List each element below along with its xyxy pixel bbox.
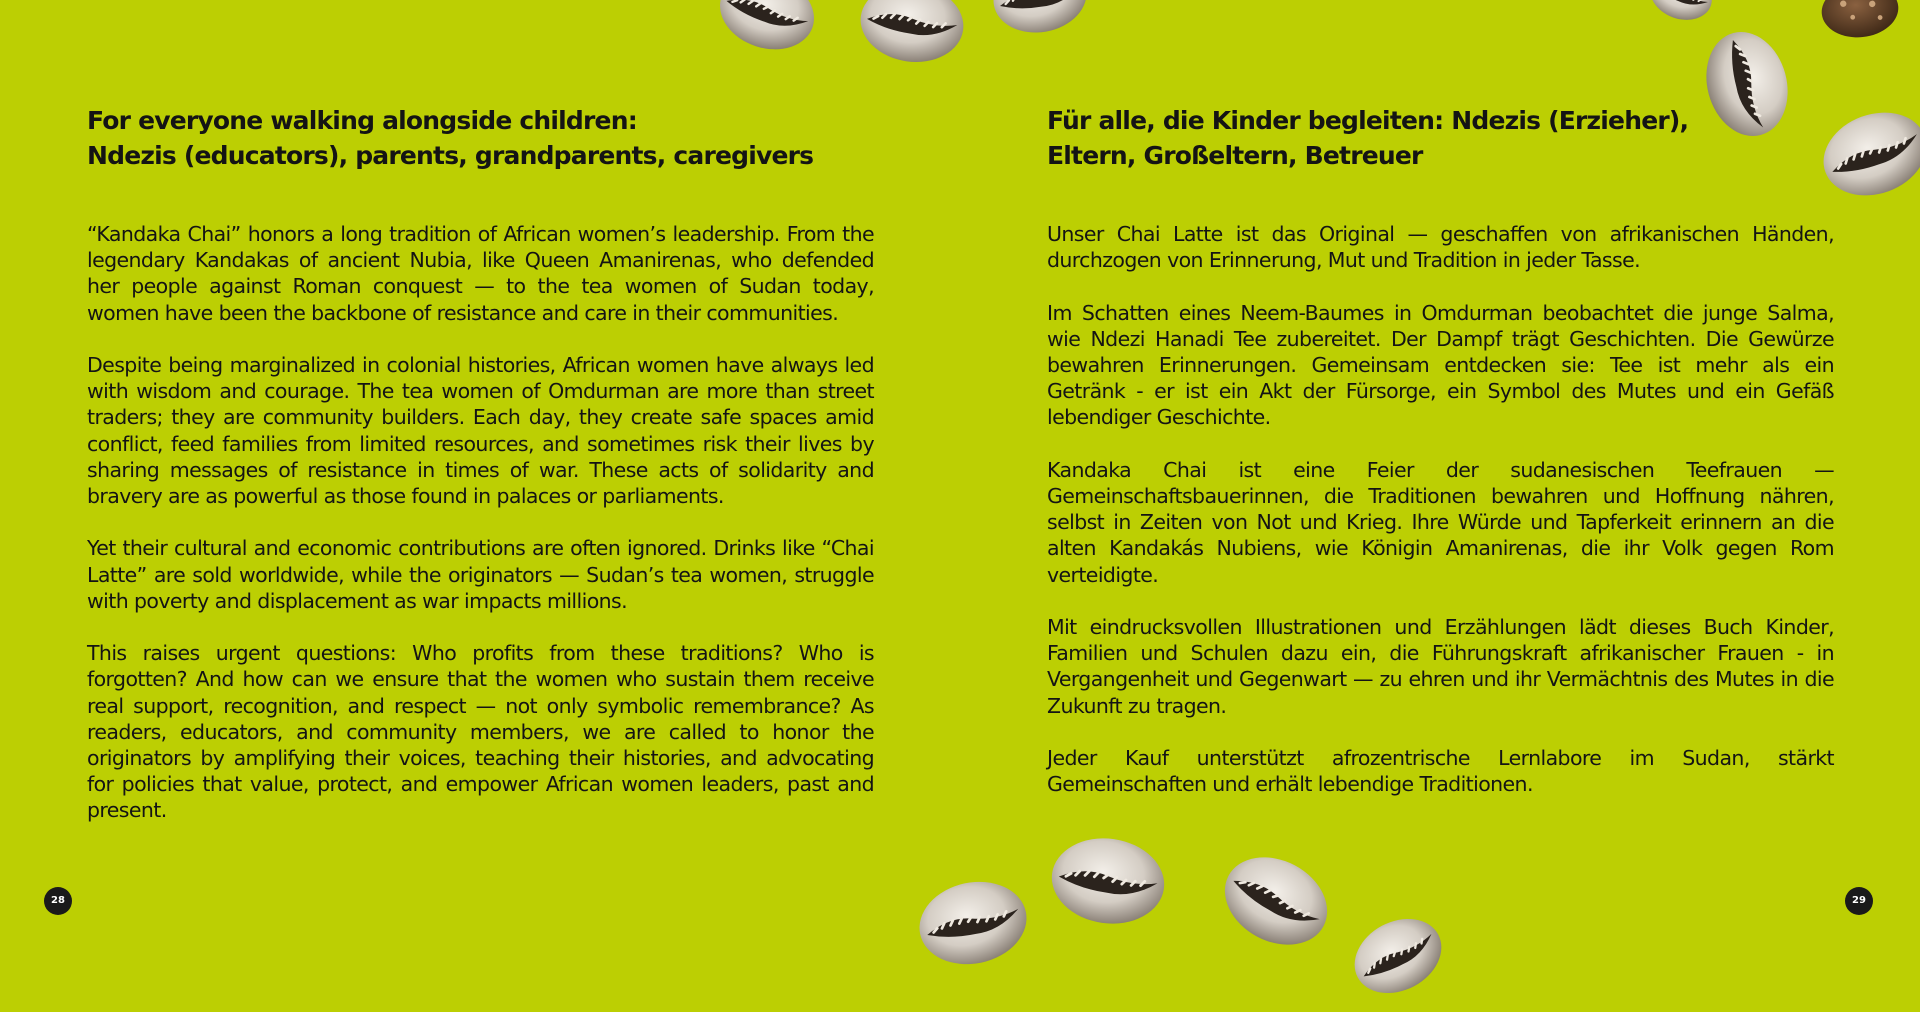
right-paragraph-2: Im Schatten eines Neem-Baumes in Omdurman beobachtet die junge Salma, wie Ndezi Hanadi Tee zubereitet. Der Dampf trägt Geschichten. Die Gewürze bewahren Erinnerungen. Gemeinsam entdecken sie: Tee ist mehr als ein Getränk - er ist ein Akt der Fürsorge, ein Symbol des Mutes und ein Gefäß lebendiger Geschichte. xyxy=(1047,300,1834,430)
right-paragraph-1: Unser Chai Latte ist das Original — geschaffen von afrikanischen Händen, durchzogen von Erinnerung, Mut und Tradition in jeder Tasse. xyxy=(1047,222,1834,273)
right-page-body xyxy=(1047,221,1834,824)
right-page-heading xyxy=(1047,103,1807,173)
left-heading-line2: Ndezis (educators), parents, grandparents, caregivers xyxy=(87,141,814,170)
left-paragraph-4: This raises urgent questions: Who profits from these traditions? Who is forgotten? And how can we ensure that the women who sustain them receive real support, recognition, and respect — not only symbolic remembrance? As readers, educators, and community members, we are called to honor the originators by amplifying their voices, teaching their histories, and advocating for policies that value, protect, and empower African women leaders, past and present. xyxy=(87,641,874,823)
right-heading-line2: Eltern, Großeltern, Betreuer xyxy=(1047,141,1423,170)
right-paragraph-5: Jeder Kauf unterstützt afrozentrische Lernlabore im Sudan, stärkt Gemeinschaften und erhält lebendige Traditionen. xyxy=(1047,746,1834,797)
right-paragraph-3: Kandaka Chai ist eine Feier der sudanesischen Teefrauen — Gemeinschaftsbauerinnen, die Traditionen bewahren und Hoffnung nähren, selbst in Zeiten von Not und Krieg. Ihre Würde und Tapferkeit erinnern an die alten Kandakás Nubiens, wie Königin Amanirenas, die ihr Volk gegen Rom verteidigte. xyxy=(1047,457,1834,587)
left-page-body xyxy=(87,221,874,850)
page-number-badge: 29 xyxy=(1845,887,1873,915)
left-heading-line1: For everyone walking alongside children: xyxy=(87,106,637,135)
right-paragraph-4: Mit eindrucksvollen Illustrationen und Erzählungen lädt dieses Buch Kinder, Familien und Schulen dazu ein, die Führungskraft afrikanischer Frauen - in Vergangenheit und Gegenwart — zu ehren und ihr Vermächtnis des Mutes in die Zukunft zu tragen. xyxy=(1047,615,1834,718)
left-paragraph-1: “Kandaka Chai” honors a long tradition of African women’s leadership. From the legendary Kandakas of ancient Nubia, like Queen Amanirenas, who defended her people against Roman conquest — to the tea women of Sudan today, women have been the backbone of resistance and care in their communities. xyxy=(87,222,874,325)
right-page xyxy=(960,0,1920,960)
left-paragraph-3: Yet their cultural and economic contributions are often ignored. Drinks like “Chai Latte” are sold worldwide, while the originators — Sudan’s tea women, struggle with poverty and displacement as war impacts millions. xyxy=(87,536,874,613)
page-number-badge: 28 xyxy=(44,887,72,915)
left-page xyxy=(0,0,960,960)
left-paragraph-2: Despite being marginalized in colonial histories, African women have always led with wisdom and courage. The tea women of Omdurman are more than street traders; they are community builders. Each day, they create safe spaces amid conflict, feed families from limited resources, and sometimes risk their lives by sharing messages of resistance in times of war. These acts of solidarity and bravery are as powerful as those found in palaces or parliaments. xyxy=(87,353,874,509)
left-page-heading xyxy=(87,103,847,173)
right-heading-line1: Für alle, die Kinder begleiten: Ndezis (Erzieher), xyxy=(1047,106,1689,135)
